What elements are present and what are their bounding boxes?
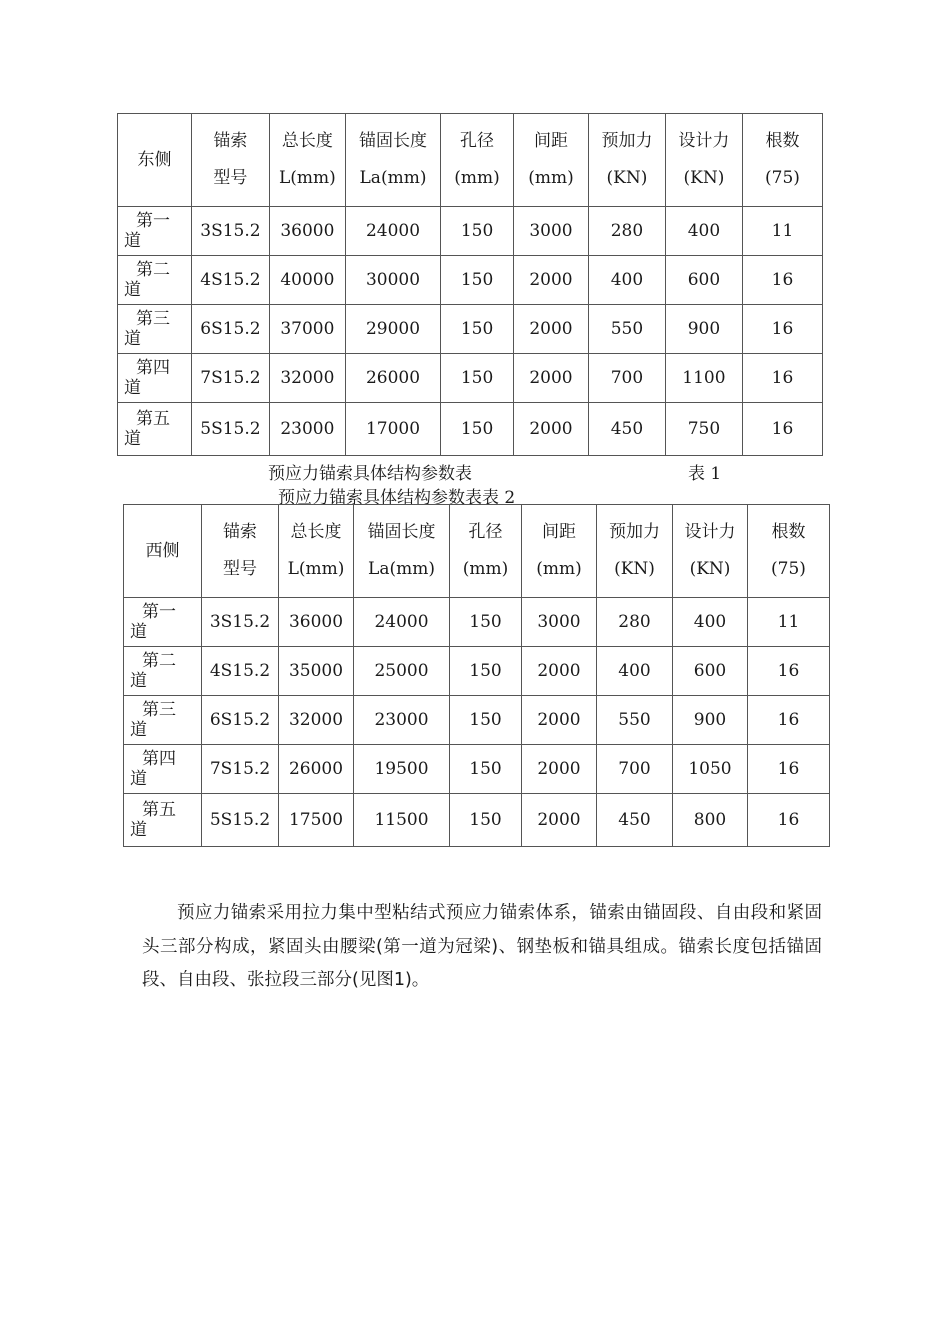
table-row <box>124 794 830 847</box>
cell-design-force: 400 <box>673 598 748 647</box>
cell-design-force: 400 <box>665 207 742 256</box>
header-hole-diameter: 孔径 (mm) <box>441 114 514 207</box>
table-row <box>118 256 823 305</box>
cell-type: 3S15.2 <box>202 598 279 647</box>
table-row <box>124 598 830 647</box>
cell-spacing: 3000 <box>522 598 597 647</box>
cell-spacing: 2000 <box>514 354 589 403</box>
row-label: 第二 道 <box>124 647 202 696</box>
row-label: 第三 道 <box>124 696 202 745</box>
header-type: 锚索 型号 <box>202 505 279 598</box>
row-label: 第四 道 <box>118 354 192 403</box>
cell-prestress: 400 <box>588 256 665 305</box>
header-design-force: 设计力 (KN) <box>665 114 742 207</box>
paragraph-text: 预应力锚索采用拉力集中型粘结式预应力锚索体系，锚索由锚固段、自由段和紧固头三部分构成，紧固头由腰梁(第一道为冠梁)、钢垫板和锚具组成。锚索长度包括锚固段、自由段、张拉段三部分(见图1)。 <box>142 903 822 990</box>
cell-anchor-length: 24000 <box>345 207 440 256</box>
cell-anchor-length: 29000 <box>345 305 440 354</box>
cell-spacing: 2000 <box>514 305 589 354</box>
description-paragraph <box>142 897 822 998</box>
cell-prestress: 280 <box>588 207 665 256</box>
cell-spacing: 2000 <box>514 403 589 456</box>
cell-anchor-length: 11500 <box>354 794 450 847</box>
cell-anchor-length: 30000 <box>345 256 440 305</box>
cell-count: 11 <box>742 207 822 256</box>
cell-total-length: 40000 <box>269 256 345 305</box>
cell-count: 11 <box>748 598 830 647</box>
cell-prestress: 280 <box>597 598 673 647</box>
cell-design-force: 800 <box>673 794 748 847</box>
cell-design-force: 900 <box>673 696 748 745</box>
cell-count: 16 <box>748 647 830 696</box>
row-label: 第五 道 <box>118 403 192 456</box>
table-1-caption: 预应力锚索具体结构参数表 <box>268 464 472 484</box>
cell-hole-diameter: 150 <box>441 354 514 403</box>
header-anchor-length: 锚固长度 La(mm) <box>345 114 440 207</box>
row-label: 第三 道 <box>118 305 192 354</box>
cell-prestress: 550 <box>588 305 665 354</box>
header-spacing: 间距 (mm) <box>514 114 589 207</box>
table-row <box>124 696 830 745</box>
cell-design-force: 1050 <box>673 745 748 794</box>
cell-count: 16 <box>742 305 822 354</box>
cell-total-length: 35000 <box>279 647 354 696</box>
cell-prestress: 700 <box>597 745 673 794</box>
row-label: 第一 道 <box>124 598 202 647</box>
cell-hole-diameter: 150 <box>450 598 522 647</box>
cell-type: 4S15.2 <box>191 256 269 305</box>
cell-anchor-length: 25000 <box>354 647 450 696</box>
east-anchor-parameter-table <box>117 113 823 456</box>
cell-type: 7S15.2 <box>191 354 269 403</box>
cell-count: 16 <box>742 256 822 305</box>
cell-hole-diameter: 150 <box>441 305 514 354</box>
cell-count: 16 <box>742 354 822 403</box>
cell-prestress: 400 <box>597 647 673 696</box>
cell-type: 5S15.2 <box>202 794 279 847</box>
cell-prestress: 700 <box>588 354 665 403</box>
table-row <box>118 305 823 354</box>
cell-spacing: 2000 <box>522 745 597 794</box>
row-label: 第四 道 <box>124 745 202 794</box>
cell-count: 16 <box>742 403 822 456</box>
cell-total-length: 37000 <box>269 305 345 354</box>
cell-total-length: 26000 <box>279 745 354 794</box>
cell-count: 16 <box>748 696 830 745</box>
cell-hole-diameter: 150 <box>450 647 522 696</box>
cell-anchor-length: 19500 <box>354 745 450 794</box>
cell-anchor-length: 24000 <box>354 598 450 647</box>
cell-type: 3S15.2 <box>191 207 269 256</box>
cell-anchor-length: 23000 <box>354 696 450 745</box>
table-1-number: 表 1 <box>688 464 722 484</box>
row-label: 第五 道 <box>124 794 202 847</box>
table-row <box>124 647 830 696</box>
cell-spacing: 2000 <box>522 647 597 696</box>
table-row <box>124 745 830 794</box>
west-anchor-parameter-table <box>123 504 830 847</box>
row-label: 第一 道 <box>118 207 192 256</box>
side-label: 东侧 <box>118 114 192 207</box>
cell-hole-diameter: 150 <box>441 207 514 256</box>
cell-total-length: 17500 <box>279 794 354 847</box>
cell-design-force: 750 <box>665 403 742 456</box>
cell-total-length: 32000 <box>279 696 354 745</box>
cell-prestress: 550 <box>597 696 673 745</box>
side-label: 西侧 <box>124 505 202 598</box>
cell-type: 4S15.2 <box>202 647 279 696</box>
table-header-row <box>118 114 823 207</box>
table-row <box>118 207 823 256</box>
table-row <box>118 403 823 456</box>
cell-spacing: 2000 <box>522 794 597 847</box>
table-header-row <box>124 505 830 598</box>
cell-hole-diameter: 150 <box>450 745 522 794</box>
cell-type: 6S15.2 <box>202 696 279 745</box>
header-spacing: 间距 (mm) <box>522 505 597 598</box>
cell-spacing: 2000 <box>514 256 589 305</box>
cell-design-force: 600 <box>673 647 748 696</box>
table-2-caption: 预应力锚索具体结构参数表表 2 <box>278 488 516 508</box>
header-prestress: 预加力 (KN) <box>588 114 665 207</box>
header-prestress: 预加力 (KN) <box>597 505 673 598</box>
table-row <box>118 354 823 403</box>
header-count: 根数 (75) <box>748 505 830 598</box>
cell-design-force: 600 <box>665 256 742 305</box>
cell-anchor-length: 26000 <box>345 354 440 403</box>
cell-design-force: 900 <box>665 305 742 354</box>
cell-total-length: 23000 <box>269 403 345 456</box>
cell-type: 6S15.2 <box>191 305 269 354</box>
cell-type: 5S15.2 <box>191 403 269 456</box>
cell-anchor-length: 17000 <box>345 403 440 456</box>
cell-type: 7S15.2 <box>202 745 279 794</box>
cell-total-length: 32000 <box>269 354 345 403</box>
cell-count: 16 <box>748 794 830 847</box>
header-count: 根数 (75) <box>742 114 822 207</box>
cell-hole-diameter: 150 <box>450 794 522 847</box>
cell-design-force: 1100 <box>665 354 742 403</box>
cell-hole-diameter: 150 <box>450 696 522 745</box>
cell-spacing: 3000 <box>514 207 589 256</box>
cell-spacing: 2000 <box>522 696 597 745</box>
cell-hole-diameter: 150 <box>441 403 514 456</box>
cell-prestress: 450 <box>588 403 665 456</box>
cell-total-length: 36000 <box>279 598 354 647</box>
header-hole-diameter: 孔径 (mm) <box>450 505 522 598</box>
header-design-force: 设计力 (KN) <box>673 505 748 598</box>
header-total-length: 总长度 L(mm) <box>269 114 345 207</box>
header-anchor-length: 锚固长度 La(mm) <box>354 505 450 598</box>
cell-hole-diameter: 150 <box>441 256 514 305</box>
header-total-length: 总长度 L(mm) <box>279 505 354 598</box>
row-label: 第二 道 <box>118 256 192 305</box>
header-type: 锚索 型号 <box>191 114 269 207</box>
cell-total-length: 36000 <box>269 207 345 256</box>
cell-prestress: 450 <box>597 794 673 847</box>
cell-count: 16 <box>748 745 830 794</box>
